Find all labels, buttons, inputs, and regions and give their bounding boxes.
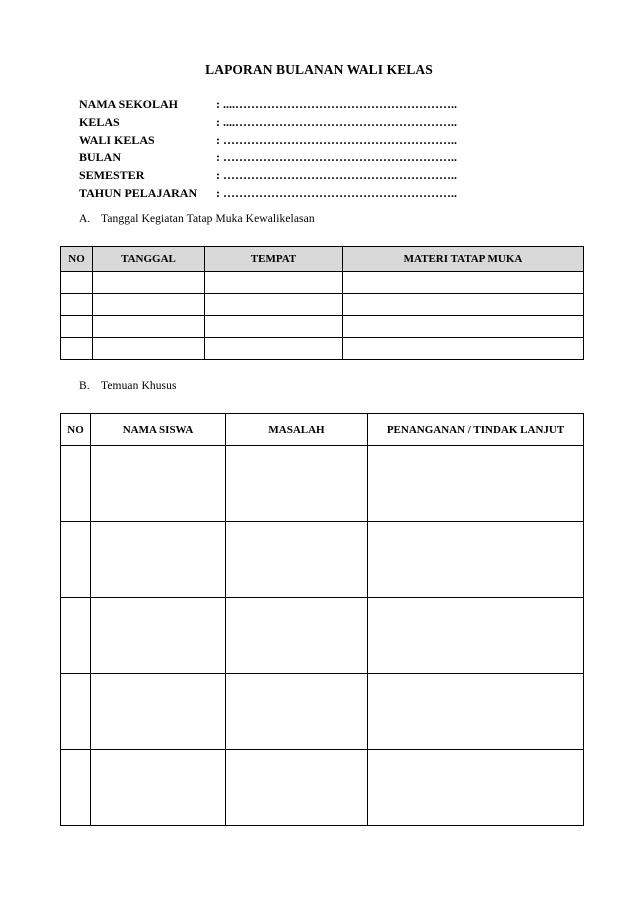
info-value: : ………………………………………………….. [216,185,457,200]
header-tempat: TEMPAT [205,247,343,272]
table-cell[interactable] [226,598,368,674]
table-cell[interactable] [205,272,343,294]
table-cell[interactable] [61,750,91,826]
table-row [61,294,584,316]
table-cell[interactable] [343,294,584,316]
header-no: NO [61,247,93,272]
table-row [61,338,584,360]
table-row [61,522,584,598]
header-no: NO [61,414,91,446]
table-cell[interactable] [61,294,93,316]
table-row [61,750,584,826]
table-row [61,674,584,750]
meeting-table [60,246,584,360]
section-letter: B. [79,380,90,392]
info-value: : ………………………………………………….. [216,168,457,183]
table-header-row [61,247,584,272]
table-cell[interactable] [93,272,205,294]
info-value: : ....……………………………………………….. [216,114,457,129]
info-row-tahun-pelajaran [79,185,457,203]
table-row [61,598,584,674]
table-cell[interactable] [61,598,91,674]
table-cell[interactable] [343,272,584,294]
info-row-bulan [79,149,457,167]
table-cell[interactable] [91,674,226,750]
findings-table [60,413,584,826]
table-cell[interactable] [91,522,226,598]
section-letter: A. [79,213,91,225]
table-cell[interactable] [93,338,205,360]
info-label: NAMA SEKOLAH [79,97,179,111]
table-cell[interactable] [93,294,205,316]
table-cell[interactable] [226,750,368,826]
info-value: : ………………………………………………….. [216,132,457,147]
table-cell[interactable] [91,598,226,674]
table-cell[interactable] [368,598,584,674]
info-row-semester [79,167,457,185]
table-row [61,316,584,338]
table-cell[interactable] [61,446,91,522]
page-title: LAPORAN BULANAN WALI KELAS [205,62,433,77]
info-value: : ………………………………………………….. [216,150,457,165]
info-value: : ....……………………………………………….. [216,97,457,111]
table-header-row [61,414,584,446]
table-cell[interactable] [61,316,93,338]
header-tanggal: TANGGAL [93,247,205,272]
table-cell[interactable] [91,446,226,522]
info-label: WALI KELAS [79,132,155,147]
table-cell[interactable] [226,674,368,750]
table-cell[interactable] [61,338,93,360]
header-nama-siswa: NAMA SISWA [91,414,226,446]
section-title: Tanggal Kegiatan Tatap Muka Kewalikelasan [101,213,315,225]
table-cell[interactable] [226,522,368,598]
table-cell[interactable] [61,522,91,598]
table-cell[interactable] [61,272,93,294]
table-cell[interactable] [368,674,584,750]
table-cell[interactable] [91,750,226,826]
table-cell[interactable] [368,522,584,598]
table-cell[interactable] [205,338,343,360]
section-title: Temuan Khusus [101,380,177,392]
section-b-heading [79,380,177,392]
section-a-heading [79,213,315,225]
info-label: TAHUN PELAJARAN [79,185,198,200]
table-row [61,446,584,522]
info-label: BULAN [79,150,122,165]
table-cell[interactable] [205,294,343,316]
info-label: SEMESTER [79,168,145,183]
header-materi: MATERI TATAP MUKA [343,247,584,272]
table-cell[interactable] [368,750,584,826]
table-cell[interactable] [343,338,584,360]
table-cell[interactable] [93,316,205,338]
table-cell[interactable] [343,316,584,338]
header-masalah: MASALAH [226,414,368,446]
info-block [79,96,457,203]
table-cell[interactable] [61,674,91,750]
info-row-kelas [79,114,457,132]
header-penanganan: PENANGANAN / TINDAK LANJUT [368,414,584,446]
table-row [61,272,584,294]
table-cell[interactable] [368,446,584,522]
info-row-wali-kelas [79,132,457,150]
table-cell[interactable] [205,316,343,338]
info-label: KELAS [79,114,120,129]
info-row-nama-sekolah [79,96,457,114]
table-cell[interactable] [226,446,368,522]
